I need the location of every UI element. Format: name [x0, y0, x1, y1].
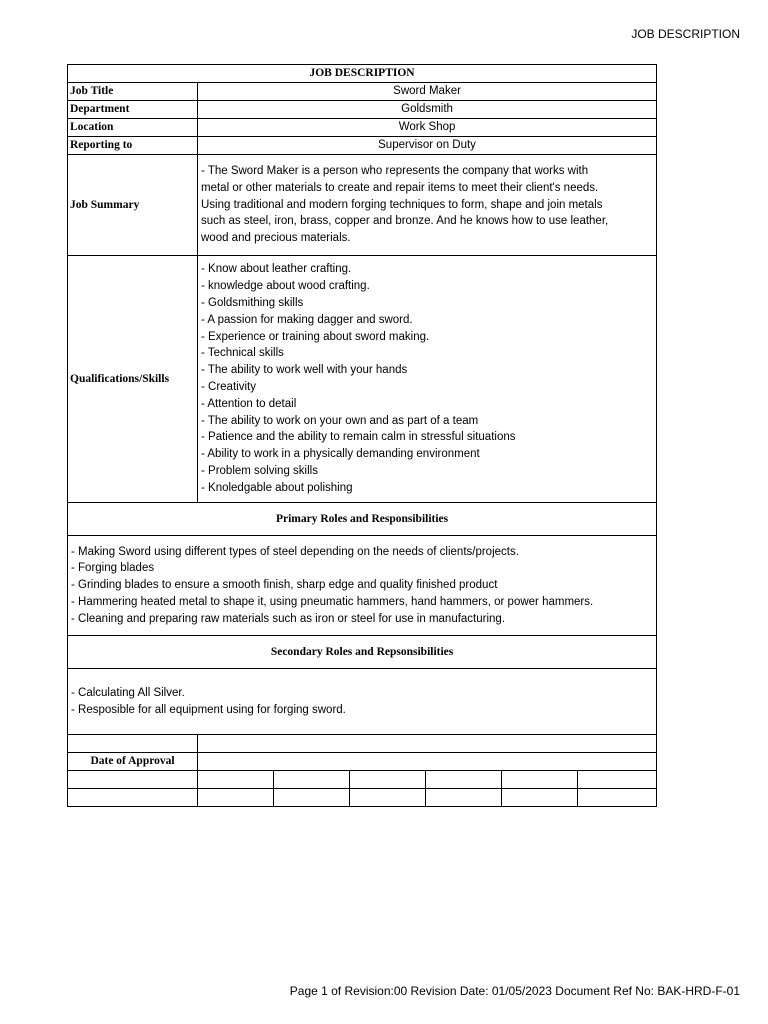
empty-cell [274, 771, 350, 789]
secondary-roles-heading: Secondary Roles and Repsonsibilities [68, 636, 657, 669]
date-of-approval-label: Date of Approval [68, 753, 198, 771]
list-item: - Problem solving skills [201, 464, 318, 477]
department-value: Goldsmith [198, 101, 657, 119]
list-item: - Experience or training about sword making. [201, 330, 430, 343]
table-title: JOB DESCRIPTION [68, 65, 657, 83]
list-item: - Patience and the ability to remain calm in stressful situations [201, 431, 516, 444]
empty-cell [274, 789, 350, 807]
table-row [68, 771, 657, 789]
empty-cell [198, 771, 274, 789]
page-footer: Page 1 of Revision:00 Revision Date: 01/05/2023 Document Ref No: BAK-HRD-F-01 [289, 984, 740, 998]
list-item: - knowledge about wood crafting. [201, 280, 370, 293]
list-item: - Hammering heated metal to shape it, using pneumatic hammers, hand hammers, or power hammers. [71, 595, 594, 608]
empty-cell [502, 771, 578, 789]
summary-line: metal or other materials to create and repair items to meet their client's needs. [201, 181, 599, 194]
job-description-table [67, 64, 657, 807]
list-item: - Know about leather crafting. [201, 263, 352, 276]
table-row [68, 536, 657, 636]
location-label: Location [68, 119, 198, 137]
list-item: - The ability to work well with your hands [201, 364, 408, 377]
empty-cell [68, 771, 198, 789]
job-summary-label: Job Summary [68, 155, 198, 256]
table-row [68, 101, 657, 119]
list-item: - Goldsmithing skills [201, 297, 304, 310]
empty-cell [426, 771, 502, 789]
list-item: - Creativity [201, 381, 256, 393]
reporting-to-label: Reporting to [68, 137, 198, 155]
table-row [68, 636, 657, 669]
empty-cell [68, 789, 198, 807]
department-label: Department [68, 101, 198, 119]
table-row [68, 137, 657, 155]
table-row [68, 503, 657, 536]
summary-line: Using traditional and modern forging techniques to form, shape and join metals [201, 198, 603, 211]
list-item: - Cleaning and preparing raw materials such as iron or steel for use in manufacturing. [71, 612, 506, 625]
empty-cell [198, 735, 657, 753]
job-title-label: Job Title [68, 83, 198, 101]
table-row [68, 119, 657, 137]
list-item: - Ability to work in a physically demanding environment [201, 448, 480, 461]
reporting-to-value: Supervisor on Duty [198, 137, 657, 155]
list-item: - Technical skills [201, 347, 284, 360]
table-row [68, 789, 657, 807]
empty-cell [578, 771, 657, 789]
summary-line: such as steel, iron, brass, copper and bronze. And he knows how to use leather, [201, 215, 609, 228]
qualifications-list [198, 256, 657, 503]
page-header-title: JOB DESCRIPTION [631, 27, 740, 41]
table-row [68, 83, 657, 101]
date-of-approval-value [198, 753, 657, 771]
empty-cell [350, 789, 426, 807]
empty-cell [350, 771, 426, 789]
empty-cell [198, 789, 274, 807]
secondary-roles-list [68, 669, 657, 735]
list-item: - The ability to work on your own and as part of a team [201, 414, 479, 427]
table-row [68, 155, 657, 256]
list-item: - Attention to detail [201, 397, 297, 410]
list-item: - Making Sword using different types of steel depending on the needs of clients/projects. [71, 545, 519, 558]
location-value: Work Shop [198, 119, 657, 137]
qualifications-label: Qualifications/Skills [68, 256, 198, 503]
empty-cell [426, 789, 502, 807]
table-row [68, 735, 657, 753]
empty-cell [68, 735, 198, 753]
primary-roles-list [68, 536, 657, 636]
table-row [68, 669, 657, 735]
summary-line: wood and precious materials. [201, 232, 351, 245]
list-item: - Forging blades [71, 562, 155, 575]
job-summary-text [198, 155, 657, 256]
empty-cell [578, 789, 657, 807]
list-item: - A passion for making dagger and sword. [201, 313, 413, 326]
table-row [68, 256, 657, 503]
table-row [68, 753, 657, 771]
summary-line: - The Sword Maker is a person who represents the company that works with [201, 165, 589, 177]
job-title-value: Sword Maker [198, 83, 657, 101]
empty-cell [502, 789, 578, 807]
list-item: - Grinding blades to ensure a smooth finish, sharp edge and quality finished product [71, 579, 498, 592]
list-item: - Calculating All Silver. [71, 686, 185, 699]
list-item: - Knoledgable about polishing [201, 481, 353, 494]
list-item: - Resposible for all equipment using for forging sword. [71, 703, 346, 716]
primary-roles-heading: Primary Roles and Responsibilities [68, 503, 657, 536]
